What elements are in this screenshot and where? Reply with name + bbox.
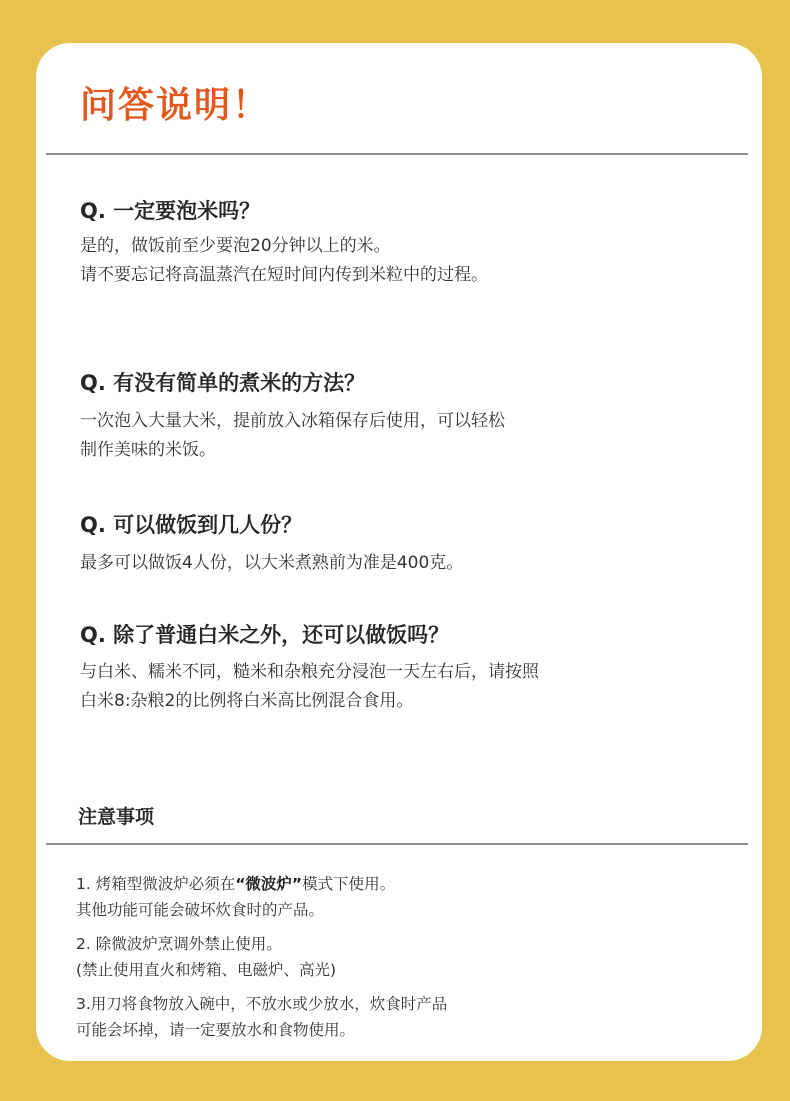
notice-item-3 bbox=[76, 991, 736, 1043]
notice-item-1-line-2: 其他功能可能会破坏炊食时的产品。 bbox=[76, 901, 325, 919]
question-4: Q. 除了普通白米之外，还可以做饭吗？ bbox=[80, 623, 450, 647]
notice-item-1-prefix: 1. 烤箱型微波炉必须在 bbox=[76, 875, 236, 893]
notice-title: 注意事项 bbox=[78, 806, 155, 828]
notice-item-3-line-2: 可能会坏掉，请一定要放水和食物使用。 bbox=[76, 1021, 356, 1039]
qa-item-4 bbox=[80, 620, 730, 716]
answer-2 bbox=[80, 407, 730, 465]
qa-item-2 bbox=[80, 368, 730, 465]
qa-item-3 bbox=[80, 510, 730, 578]
answer-2-line-2: 制作美味的米饭。 bbox=[80, 440, 216, 460]
notice-item-1-suffix: 模式下使用。 bbox=[302, 875, 396, 893]
page-title: 问答说明！ bbox=[80, 85, 271, 126]
notice-item-1-emphasis: “微波炉” bbox=[235, 875, 303, 893]
title-divider bbox=[46, 153, 748, 155]
answer-2-line-1: 一次泡入大量大米，提前放入冰箱保存后使用，可以轻松 bbox=[80, 411, 505, 431]
answer-4 bbox=[80, 658, 730, 716]
answer-4-line-2: 白米8:杂粮2的比例将白米高比例混合食用。 bbox=[80, 691, 414, 711]
answer-1-line-2: 请不要忘记将高温蒸汽在短时间内传到米粒中的过程。 bbox=[80, 265, 488, 285]
answer-3 bbox=[80, 549, 730, 578]
question-2: Q. 有没有简单的煮米的方法？ bbox=[80, 371, 366, 395]
notice-divider bbox=[46, 843, 748, 845]
answer-4-line-1: 与白米、糯米不同，糙米和杂粮充分浸泡一天左右后，请按照 bbox=[80, 662, 539, 682]
answer-1 bbox=[80, 232, 730, 290]
content-card bbox=[36, 43, 762, 1061]
notice-list bbox=[76, 871, 736, 1051]
notice-item-2 bbox=[76, 931, 736, 983]
notice-item-3-line-1: 3.用刀将食物放入碗中，不放水或少放水，炊食时产品 bbox=[76, 995, 448, 1013]
answer-1-line-1: 是的，做饭前至少要泡20分钟以上的米。 bbox=[80, 236, 391, 256]
qa-item-1 bbox=[80, 196, 730, 290]
question-3: Q. 可以做饭到几人份？ bbox=[80, 513, 303, 537]
notice-item-2-line-2: (禁止使用直火和烤箱、电磁炉、高光) bbox=[76, 961, 337, 979]
question-1: Q. 一定要泡米吗？ bbox=[80, 199, 261, 223]
notice-item-2-line-1: 2. 除微波炉烹调外禁止使用。 bbox=[76, 935, 282, 953]
notice-item-1-line-1 bbox=[76, 871, 736, 897]
answer-3-line-1: 最多可以做饭4人份，以大米煮熟前为准是400克。 bbox=[80, 553, 464, 573]
notice-item-1 bbox=[76, 871, 736, 923]
